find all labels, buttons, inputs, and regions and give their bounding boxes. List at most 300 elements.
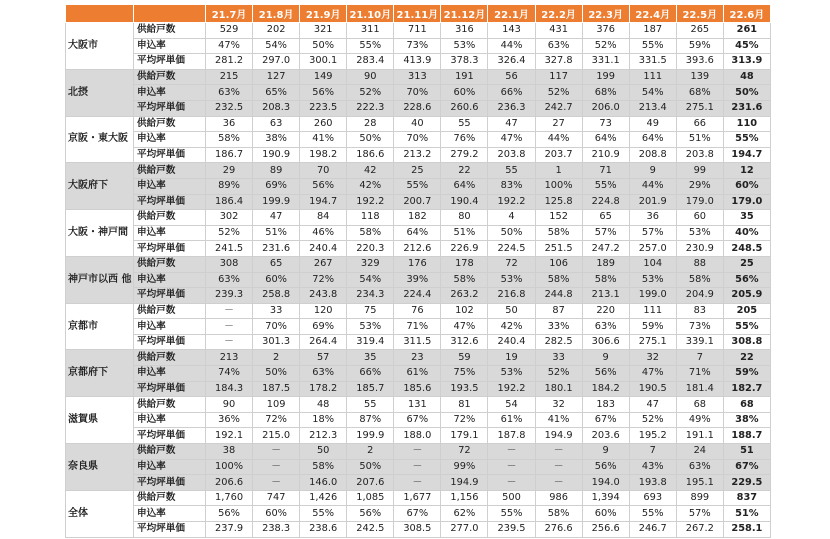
table-row (66, 178, 771, 194)
table-cell: 194.9 (441, 475, 488, 491)
table-cell: 194.7 (300, 194, 347, 210)
header-month: 22.4月 (629, 5, 676, 23)
table-row (66, 100, 771, 116)
table-cell: 238.6 (300, 522, 347, 538)
table-row (66, 459, 771, 475)
table-cell: 33 (253, 303, 300, 319)
table-cell: 61% (394, 366, 441, 382)
table-cell: 7 (676, 350, 723, 366)
table-row (66, 132, 771, 148)
table-cell: 60% (253, 506, 300, 522)
table-cell: 54 (488, 397, 535, 413)
metric-label: 申込率 (134, 178, 206, 194)
table-cell: 64% (394, 225, 441, 241)
metric-label: 供給戸数 (134, 69, 206, 85)
table-cell: 224.8 (582, 194, 629, 210)
table-cell: 282.5 (535, 334, 582, 350)
table-cell: 308.8 (723, 334, 770, 350)
table-cell: 50 (300, 444, 347, 460)
table-cell: 146.0 (300, 475, 347, 491)
table-cell: 57% (582, 225, 629, 241)
table-row (66, 85, 771, 101)
table-cell: 118 (347, 210, 394, 226)
table-cell: 376 (582, 23, 629, 39)
table-cell: 224.5 (488, 241, 535, 257)
table-row (66, 428, 771, 444)
table-cell: 74% (206, 366, 253, 382)
condo-supply-table (65, 4, 771, 538)
table-cell: 36% (206, 412, 253, 428)
metric-label: 供給戸数 (134, 116, 206, 132)
table-cell: 244.8 (535, 288, 582, 304)
table-cell: 55% (394, 178, 441, 194)
table-cell: 203.7 (535, 147, 582, 163)
table-cell: 55% (723, 132, 770, 148)
table-cell: 213 (206, 350, 253, 366)
table-cell: 25 (723, 256, 770, 272)
table-cell: 201.9 (629, 194, 676, 210)
table-row (66, 147, 771, 163)
table-cell: 58% (676, 272, 723, 288)
table-cell: 529 (206, 23, 253, 39)
table-cell: 2 (253, 350, 300, 366)
table-cell: 57% (676, 506, 723, 522)
metric-label: 供給戸数 (134, 444, 206, 460)
table-cell: 56% (347, 506, 394, 522)
table-cell: 297.0 (253, 54, 300, 70)
table-cell: 71% (394, 319, 441, 335)
table-cell: 203.6 (582, 428, 629, 444)
table-cell: 55% (300, 506, 347, 522)
table-cell: 65% (253, 85, 300, 101)
table-cell: 206.6 (206, 475, 253, 491)
table-cell: 241.5 (206, 241, 253, 257)
table-cell: 67% (394, 506, 441, 522)
table-cell: 378.3 (441, 54, 488, 70)
metric-label: 供給戸数 (134, 350, 206, 366)
table-cell: 204.9 (676, 288, 723, 304)
table-cell: 899 (676, 490, 723, 506)
table-cell: 239.5 (488, 522, 535, 538)
table-cell: 38% (723, 412, 770, 428)
table-cell: 413.9 (394, 54, 441, 70)
table-cell: 72 (488, 256, 535, 272)
table-cell: 194.7 (723, 147, 770, 163)
table-cell: 248.5 (723, 241, 770, 257)
table-cell: 110 (723, 116, 770, 132)
table-cell: 67% (723, 459, 770, 475)
table-cell: 208.8 (629, 147, 676, 163)
table-cell: 258.1 (723, 522, 770, 538)
table-cell: 195.1 (676, 475, 723, 491)
metric-label: 申込率 (134, 319, 206, 335)
metric-label: 申込率 (134, 85, 206, 101)
table-cell: 837 (723, 490, 770, 506)
table-cell: 66% (488, 85, 535, 101)
table-cell: 63% (582, 319, 629, 335)
table-cell: 199.0 (629, 288, 676, 304)
table-row (66, 38, 771, 54)
table-cell: 316 (441, 23, 488, 39)
table-cell: － (394, 459, 441, 475)
table-cell: 212.6 (394, 241, 441, 257)
table-cell: 1,085 (347, 490, 394, 506)
region-name: 北摂 (66, 69, 134, 116)
table-cell: 46% (300, 225, 347, 241)
table-cell: 29% (676, 178, 723, 194)
table-cell: 47% (488, 132, 535, 148)
table-cell: 87% (347, 412, 394, 428)
table-cell: 45% (723, 38, 770, 54)
table-row (66, 272, 771, 288)
table-cell: 321 (300, 23, 347, 39)
table-cell: 265 (676, 23, 723, 39)
table-cell: 200.7 (394, 194, 441, 210)
header-month: 21.10月 (347, 5, 394, 23)
table-cell: 52% (535, 366, 582, 382)
table-cell: 192.2 (488, 381, 535, 397)
table-cell: 58% (441, 272, 488, 288)
table-cell: 183 (582, 397, 629, 413)
header-row (66, 5, 771, 23)
table-cell: 120 (300, 303, 347, 319)
table-cell: 213.1 (582, 288, 629, 304)
table-cell: 58% (347, 225, 394, 241)
metric-label: 平均坪単価 (134, 194, 206, 210)
table-cell: 49% (676, 412, 723, 428)
table-cell: 55% (347, 38, 394, 54)
region-name: 全体 (66, 490, 134, 537)
table-cell: 69% (253, 178, 300, 194)
table-cell: 63% (535, 38, 582, 54)
table-cell: 1,426 (300, 490, 347, 506)
header-month: 21.12月 (441, 5, 488, 23)
table-cell: 104 (629, 256, 676, 272)
table-cell: 100% (206, 459, 253, 475)
table-cell: 54% (347, 272, 394, 288)
table-cell: 70 (300, 163, 347, 179)
table-cell: 73% (394, 38, 441, 54)
table-cell: 75% (441, 366, 488, 382)
table-cell: 68 (723, 397, 770, 413)
table-cell: 64% (629, 132, 676, 148)
table-cell: 193.5 (441, 381, 488, 397)
metric-label: 平均坪単価 (134, 288, 206, 304)
region-name: 京都市 (66, 303, 134, 350)
table-cell: 258.8 (253, 288, 300, 304)
table-cell: 72% (300, 272, 347, 288)
table-row (66, 256, 771, 272)
table-cell: 57% (629, 225, 676, 241)
table-cell: 313.9 (723, 54, 770, 70)
table-cell: 1,394 (582, 490, 629, 506)
table-cell: 202 (253, 23, 300, 39)
table-cell: 48 (723, 69, 770, 85)
table-cell: － (253, 475, 300, 491)
table-cell: 236.3 (488, 100, 535, 116)
table-cell: 59% (723, 366, 770, 382)
table-cell: 188.7 (723, 428, 770, 444)
table-cell: 199.9 (347, 428, 394, 444)
table-cell: 55% (582, 178, 629, 194)
table-cell: 184.2 (582, 381, 629, 397)
table-cell: 311.5 (394, 334, 441, 350)
region-name: 大阪府下 (66, 163, 134, 210)
metric-label: 平均坪単価 (134, 475, 206, 491)
table-cell: 331.5 (629, 54, 676, 70)
table-cell: 139 (676, 69, 723, 85)
table-cell: － (206, 319, 253, 335)
table-cell: 339.1 (676, 334, 723, 350)
table-cell: 62% (441, 506, 488, 522)
table-cell: 56% (300, 178, 347, 194)
table-cell: 63% (300, 366, 347, 382)
table-cell: － (206, 334, 253, 350)
table-cell: 267.2 (676, 522, 723, 538)
table-row (66, 288, 771, 304)
table-cell: 117 (535, 69, 582, 85)
table-cell: 131 (394, 397, 441, 413)
table-cell: 65 (253, 256, 300, 272)
table-cell: 277.0 (441, 522, 488, 538)
table-cell: 64% (582, 132, 629, 148)
table-cell: 47 (629, 397, 676, 413)
table-cell: 263.2 (441, 288, 488, 304)
table-cell: 51% (441, 225, 488, 241)
table-cell: 63 (253, 116, 300, 132)
header-month: 21.7月 (206, 5, 253, 23)
table-cell: 215 (206, 69, 253, 85)
table-cell: 75 (347, 303, 394, 319)
table-cell: 52% (535, 85, 582, 101)
table-cell: 247.2 (582, 241, 629, 257)
header-month: 22.1月 (488, 5, 535, 23)
table-cell: 63% (206, 272, 253, 288)
table-cell: 71 (582, 163, 629, 179)
table-cell: 306.6 (582, 334, 629, 350)
table-cell: 60% (723, 178, 770, 194)
table-cell: 711 (394, 23, 441, 39)
table-cell: 186.4 (206, 194, 253, 210)
table-cell: 60% (582, 506, 629, 522)
table-cell: 60% (441, 85, 488, 101)
table-cell: 300.1 (300, 54, 347, 70)
metric-label: 申込率 (134, 459, 206, 475)
table-cell: － (394, 475, 441, 491)
table-cell: 194.9 (535, 428, 582, 444)
table-cell: 58% (582, 272, 629, 288)
table-row (66, 522, 771, 538)
table-cell: 178.2 (300, 381, 347, 397)
table-cell: － (535, 475, 582, 491)
table-row (66, 475, 771, 491)
table-cell: 28 (347, 116, 394, 132)
table-cell: 431 (535, 23, 582, 39)
table-cell: 33% (535, 319, 582, 335)
table-cell: 329 (347, 256, 394, 272)
table-cell: 42 (347, 163, 394, 179)
region-name: 奈良県 (66, 444, 134, 491)
table-row (66, 241, 771, 257)
table-cell: 51% (676, 132, 723, 148)
header-month: 21.9月 (300, 5, 347, 23)
table-cell: 222.3 (347, 100, 394, 116)
table-cell: 184.3 (206, 381, 253, 397)
header-month: 22.3月 (582, 5, 629, 23)
table-cell: 228.6 (394, 100, 441, 116)
table-cell: 308.5 (394, 522, 441, 538)
region-name: 京阪・東大阪 (66, 116, 134, 163)
table-cell: － (206, 303, 253, 319)
table-cell: 72% (441, 412, 488, 428)
table-cell: 203.8 (488, 147, 535, 163)
table-cell: 279.2 (441, 147, 488, 163)
table-cell: 210.9 (582, 147, 629, 163)
metric-label: 供給戸数 (134, 397, 206, 413)
table-cell: 190.5 (629, 381, 676, 397)
table-cell: 50% (253, 366, 300, 382)
supply-table-container (65, 4, 770, 538)
table-cell: 25 (394, 163, 441, 179)
table-row (66, 490, 771, 506)
metric-label: 平均坪単価 (134, 522, 206, 538)
metric-label: 平均坪単価 (134, 100, 206, 116)
table-cell: 55% (488, 506, 535, 522)
table-cell: 260.6 (441, 100, 488, 116)
table-cell: 180.1 (535, 381, 582, 397)
table-cell: 23 (394, 350, 441, 366)
metric-label: 平均坪単価 (134, 241, 206, 257)
table-cell: 308 (206, 256, 253, 272)
table-cell: 68% (582, 85, 629, 101)
table-cell: 53% (347, 319, 394, 335)
table-cell: 50% (347, 132, 394, 148)
table-cell: 9 (582, 350, 629, 366)
table-cell: 54% (253, 38, 300, 54)
table-cell: 230.9 (676, 241, 723, 257)
table-cell: 185.7 (347, 381, 394, 397)
table-cell: 226.9 (441, 241, 488, 257)
metric-label: 申込率 (134, 132, 206, 148)
table-cell: 63% (206, 85, 253, 101)
table-cell: 302 (206, 210, 253, 226)
table-cell: 215.0 (253, 428, 300, 444)
metric-label: 申込率 (134, 366, 206, 382)
table-cell: 50% (347, 459, 394, 475)
table-cell: 22 (441, 163, 488, 179)
table-cell: 32 (629, 350, 676, 366)
table-cell: 232.5 (206, 100, 253, 116)
table-cell: 190.4 (441, 194, 488, 210)
metric-label: 申込率 (134, 272, 206, 288)
table-cell: 72 (441, 444, 488, 460)
table-cell: 205 (723, 303, 770, 319)
header-month: 21.8月 (253, 5, 300, 23)
metric-label: 申込率 (134, 38, 206, 54)
table-cell: 58% (300, 459, 347, 475)
table-cell: － (535, 444, 582, 460)
table-row (66, 210, 771, 226)
table-cell: 194.0 (582, 475, 629, 491)
table-cell: 66% (347, 366, 394, 382)
table-cell: 216.8 (488, 288, 535, 304)
table-cell: 12 (723, 163, 770, 179)
table-cell: 72% (253, 412, 300, 428)
table-cell: 190.9 (253, 147, 300, 163)
table-cell: 50% (723, 85, 770, 101)
table-cell: 70% (253, 319, 300, 335)
table-cell: 76% (441, 132, 488, 148)
metric-label: 供給戸数 (134, 210, 206, 226)
table-cell: 242.7 (535, 100, 582, 116)
table-cell: 58% (535, 506, 582, 522)
table-cell: 1,760 (206, 490, 253, 506)
table-row (66, 23, 771, 39)
header-blank-region (66, 5, 134, 23)
table-cell: 251.5 (535, 241, 582, 257)
table-cell: 55% (629, 506, 676, 522)
table-row (66, 303, 771, 319)
table-row (66, 225, 771, 241)
table-cell: 32 (535, 397, 582, 413)
table-cell: 55 (441, 116, 488, 132)
table-cell: 220.3 (347, 241, 394, 257)
table-cell: 260 (300, 116, 347, 132)
table-cell: 67% (394, 412, 441, 428)
table-cell: 195.2 (629, 428, 676, 444)
table-cell: 44% (535, 132, 582, 148)
metric-label: 申込率 (134, 506, 206, 522)
table-cell: 7 (629, 444, 676, 460)
table-cell: 185.6 (394, 381, 441, 397)
table-cell: 193.8 (629, 475, 676, 491)
table-row (66, 350, 771, 366)
table-cell: 747 (253, 490, 300, 506)
metric-label: 申込率 (134, 225, 206, 241)
table-cell: 213.2 (394, 147, 441, 163)
table-cell: － (488, 459, 535, 475)
header-month: 22.6月 (723, 5, 770, 23)
region-name: 京都府下 (66, 350, 134, 397)
table-cell: 83 (676, 303, 723, 319)
table-cell: 36 (206, 116, 253, 132)
table-cell: 55 (347, 397, 394, 413)
table-cell: 40% (723, 225, 770, 241)
metric-label: 供給戸数 (134, 256, 206, 272)
table-cell: 176 (394, 256, 441, 272)
table-row (66, 506, 771, 522)
table-cell: 49 (629, 116, 676, 132)
table-cell: 65 (582, 210, 629, 226)
table-cell: 111 (629, 69, 676, 85)
table-cell: 109 (253, 397, 300, 413)
table-cell: 240.4 (300, 241, 347, 257)
table-cell: 327.8 (535, 54, 582, 70)
table-cell: 208.3 (253, 100, 300, 116)
table-row (66, 381, 771, 397)
table-cell: 213.4 (629, 100, 676, 116)
table-cell: 39% (394, 272, 441, 288)
table-cell: 127 (253, 69, 300, 85)
table-cell: 47% (206, 38, 253, 54)
table-cell: 84 (300, 210, 347, 226)
table-cell: － (488, 475, 535, 491)
table-cell: 40 (394, 116, 441, 132)
table-cell: 22 (723, 350, 770, 366)
table-cell: 189 (582, 256, 629, 272)
table-cell: 182 (394, 210, 441, 226)
metric-label: 供給戸数 (134, 23, 206, 39)
